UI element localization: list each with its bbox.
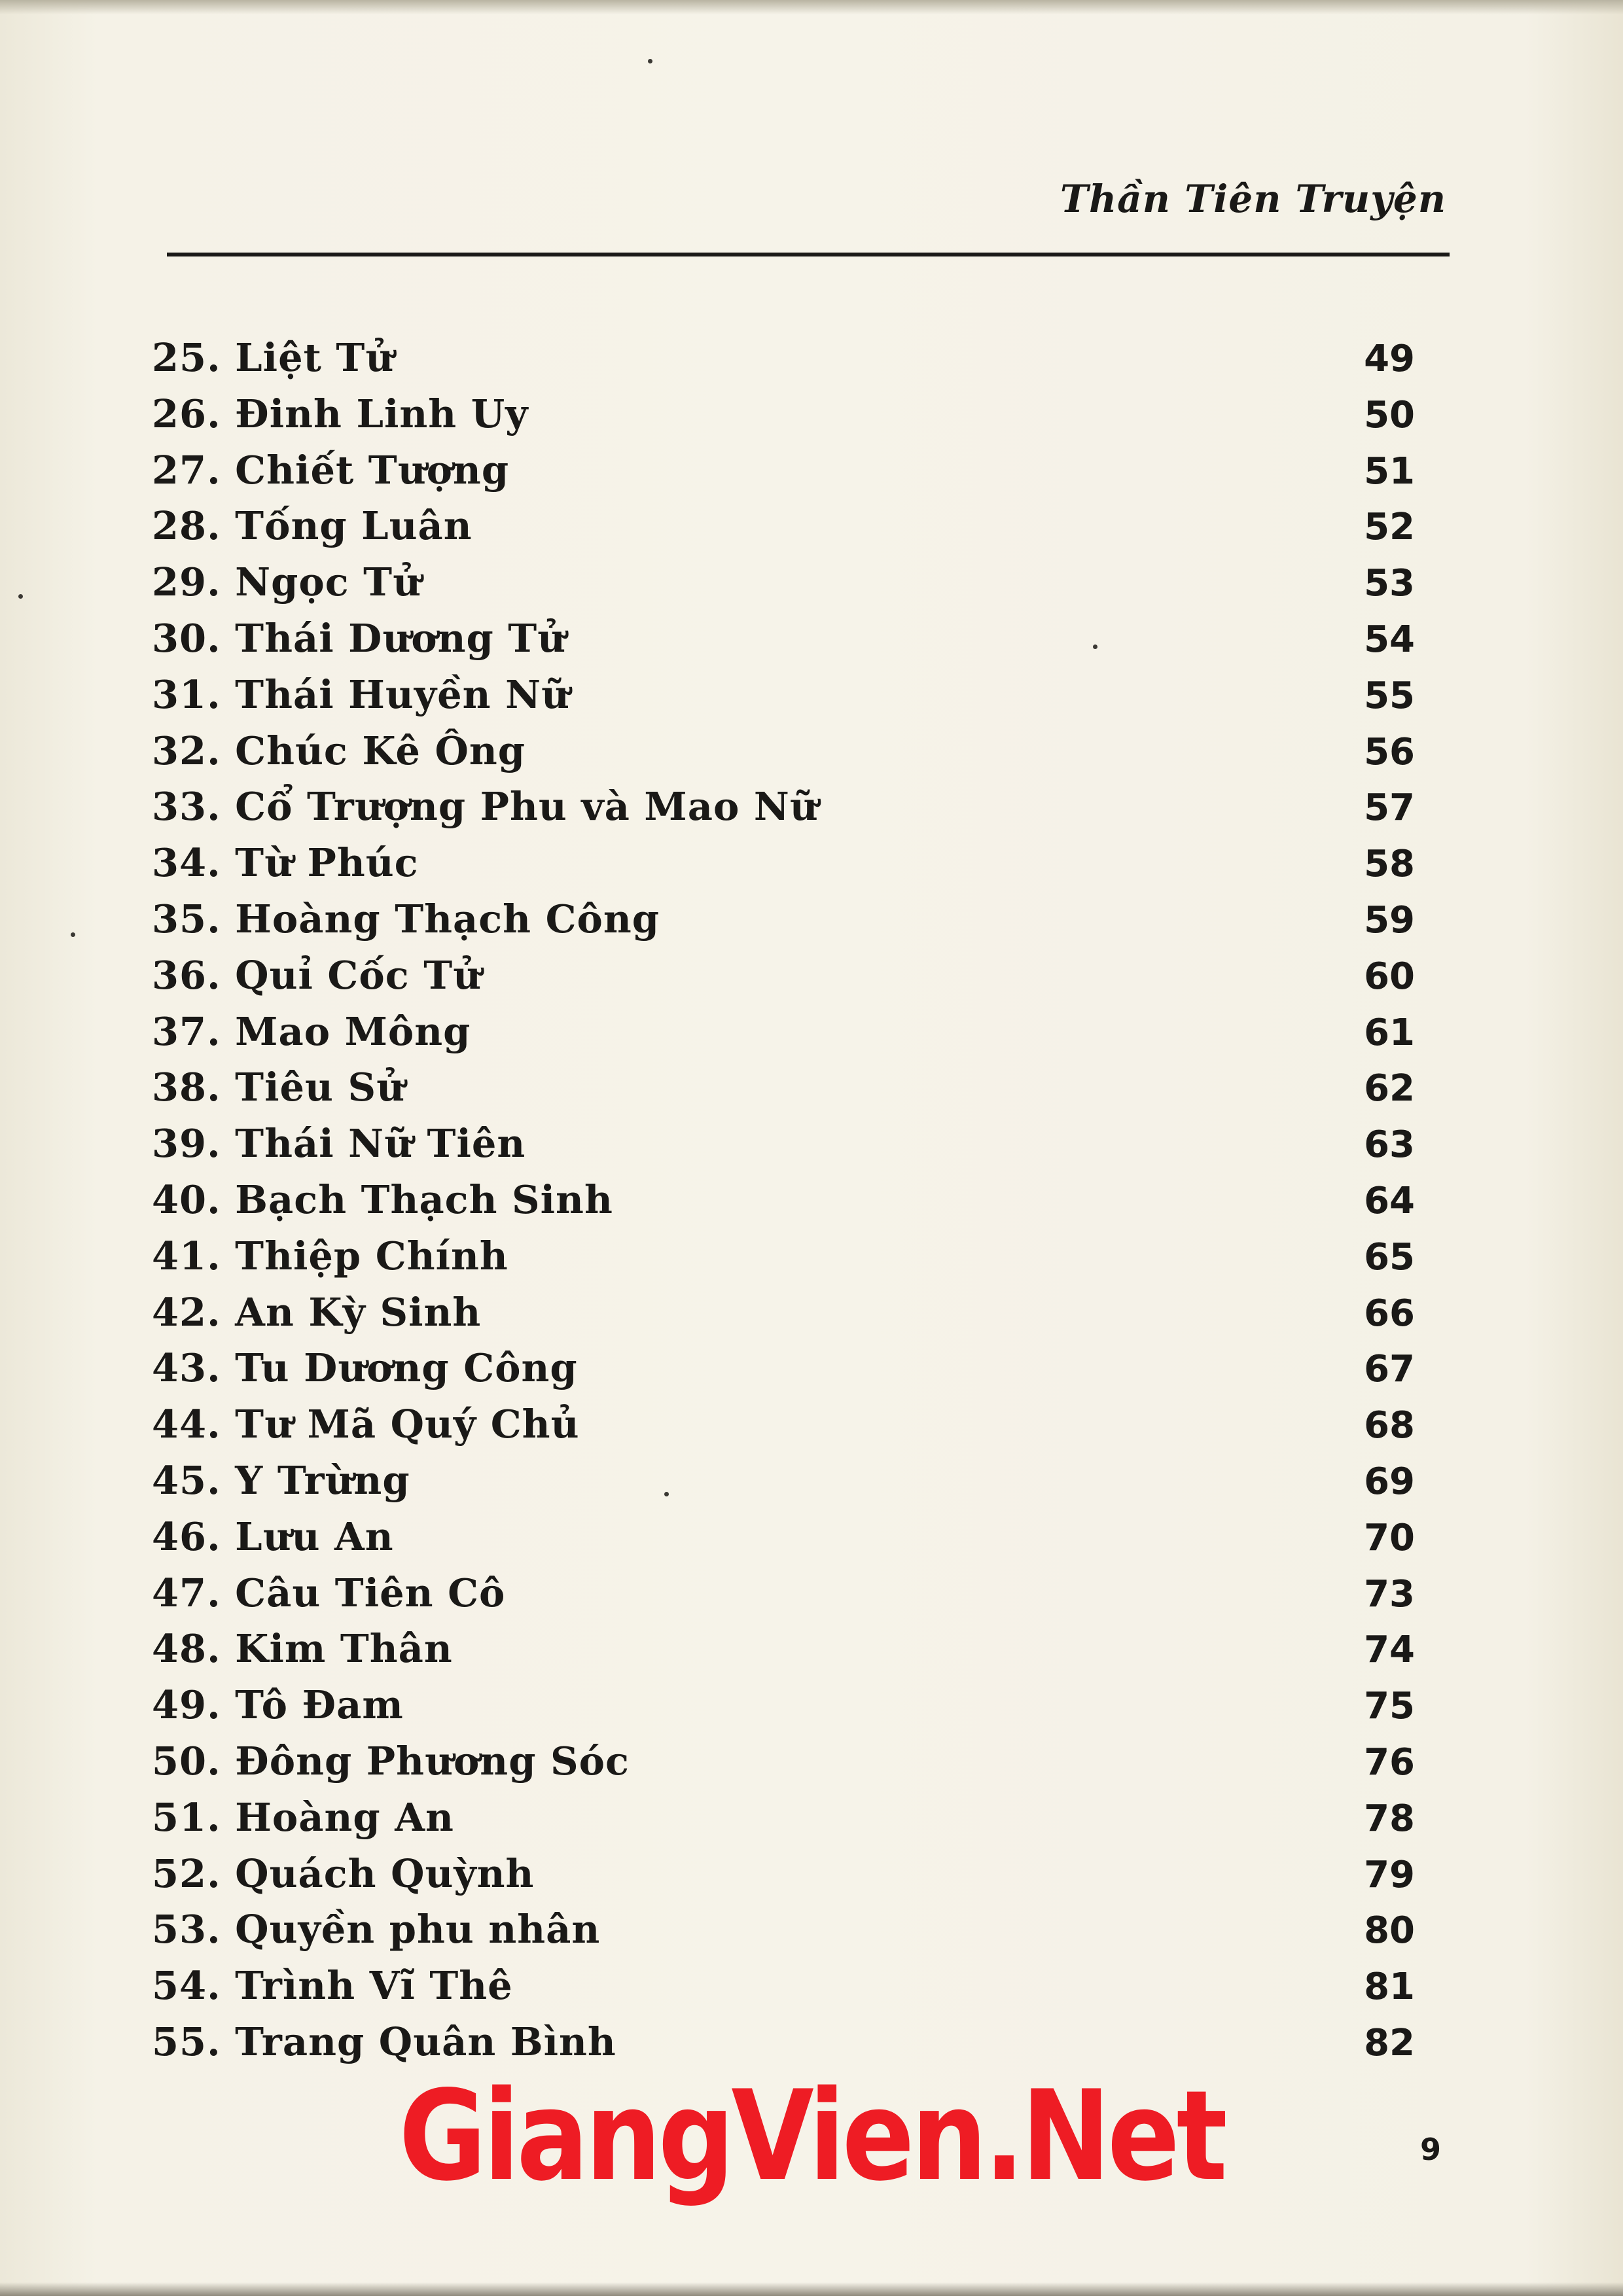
toc-entry — [152, 1396, 1415, 1453]
toc-entry-title: 44. Tư Mã Quý Chủ — [152, 1402, 580, 1447]
toc-entry-page: 59 — [1364, 898, 1415, 942]
ink-speck — [18, 594, 23, 599]
page-bottom-edge — [0, 2282, 1623, 2296]
toc-entry — [152, 1284, 1415, 1341]
toc-entry-title: 41. Thiệp Chính — [152, 1233, 508, 1279]
toc-entry — [152, 1116, 1415, 1172]
toc-entry — [152, 1677, 1415, 1733]
toc-entry-page: 80 — [1364, 1909, 1415, 1952]
toc-entry-title: 35. Hoàng Thạch Công — [152, 896, 660, 942]
toc-entry-page: 63 — [1364, 1123, 1415, 1167]
toc-entry — [152, 1340, 1415, 1396]
toc-entry — [152, 1565, 1415, 1621]
toc-entry-page: 62 — [1364, 1067, 1415, 1110]
toc-entry — [152, 1453, 1415, 1509]
toc-entry-title: 29. Ngọc Tử — [152, 559, 421, 605]
toc-entry-title: 37. Mao Mông — [152, 1008, 471, 1054]
header-rule-divider — [167, 253, 1450, 256]
toc-entry — [152, 779, 1415, 835]
toc-entry-title: 31. Thái Huyền Nữ — [152, 671, 570, 717]
toc-entry — [152, 1846, 1415, 1902]
toc-entry-title: 51. Hoàng An — [152, 1794, 454, 1840]
toc-entry — [152, 1228, 1415, 1284]
toc-entry-title: 25. Liệt Tử — [152, 335, 395, 380]
toc-entry-title: 55. Trang Quân Bình — [152, 2019, 616, 2064]
toc-entry — [152, 1958, 1415, 2014]
toc-entry-title: 27. Chiết Tượng — [152, 447, 510, 493]
toc-entry-page: 64 — [1364, 1179, 1415, 1222]
toc-entry — [152, 554, 1415, 610]
toc-entry-page: 56 — [1364, 730, 1415, 773]
toc-entry-page: 58 — [1364, 843, 1415, 886]
toc-entry — [152, 1509, 1415, 1565]
toc-entry-page: 68 — [1364, 1404, 1415, 1447]
toc-entry-page: 76 — [1364, 1740, 1415, 1784]
toc-entry-page: 67 — [1364, 1348, 1415, 1391]
toc-entry-page: 60 — [1364, 955, 1415, 998]
toc-entry-title: 40. Bạch Thạch Sinh — [152, 1176, 613, 1222]
ink-speck — [71, 932, 75, 937]
toc-entry — [152, 1004, 1415, 1060]
toc-entry — [152, 610, 1415, 667]
toc-entry — [152, 330, 1415, 386]
table-of-contents — [152, 330, 1415, 2070]
toc-entry-page: 55 — [1364, 674, 1415, 717]
toc-entry-title: 53. Quyền phu nhân — [152, 1907, 601, 1952]
toc-entry-page: 61 — [1364, 1011, 1415, 1054]
toc-entry-page: 78 — [1364, 1797, 1415, 1840]
watermark-logo: GiangVien.Net — [399, 2064, 1224, 2208]
toc-entry-title: 39. Thái Nữ Tiên — [152, 1121, 526, 1167]
toc-entry-title: 42. An Kỳ Sinh — [152, 1289, 482, 1335]
toc-entry-page: 81 — [1364, 1966, 1415, 2009]
toc-entry-title: 28. Tống Luân — [152, 503, 473, 549]
toc-entry-page: 79 — [1364, 1853, 1415, 1896]
toc-entry-title: 26. Đinh Linh Uy — [152, 391, 529, 436]
toc-entry-page: 73 — [1364, 1572, 1415, 1616]
toc-entry-title: 47. Câu Tiên Cô — [152, 1570, 506, 1616]
toc-entry-title: 38. Tiêu Sử — [152, 1065, 405, 1110]
toc-entry — [152, 835, 1415, 891]
ink-speck — [648, 59, 652, 63]
toc-entry — [152, 1172, 1415, 1228]
running-header-title: Thần Tiên Truyện — [1060, 177, 1446, 221]
toc-entry — [152, 2014, 1415, 2070]
toc-entry-page: 54 — [1364, 618, 1415, 661]
toc-entry — [152, 442, 1415, 499]
toc-entry — [152, 1621, 1415, 1677]
ink-speck — [1093, 645, 1097, 649]
toc-entry-title: 32. Chúc Kê Ông — [152, 728, 526, 773]
toc-entry-title: 34. Từ Phúc — [152, 840, 419, 886]
ink-speck — [664, 1492, 669, 1496]
toc-entry — [152, 947, 1415, 1004]
toc-entry — [152, 1733, 1415, 1790]
toc-entry-page: 57 — [1364, 786, 1415, 830]
toc-entry-page: 53 — [1364, 562, 1415, 605]
toc-entry-title: 52. Quách Quỳnh — [152, 1850, 535, 1896]
toc-entry-page: 69 — [1364, 1460, 1415, 1503]
page-number: 9 — [1420, 2132, 1442, 2167]
toc-entry-page: 51 — [1364, 450, 1415, 493]
toc-entry-page: 66 — [1364, 1292, 1415, 1335]
toc-entry-page: 65 — [1364, 1235, 1415, 1279]
toc-entry-title: 46. Lưu An — [152, 1513, 394, 1559]
toc-entry-title: 54. Trình Vĩ Thê — [152, 1963, 513, 2009]
toc-entry — [152, 667, 1415, 723]
toc-entry-page: 52 — [1364, 506, 1415, 549]
toc-entry-page: 49 — [1364, 338, 1415, 380]
toc-entry — [152, 498, 1415, 554]
toc-entry — [152, 1059, 1415, 1116]
toc-entry — [152, 386, 1415, 442]
toc-entry-page: 75 — [1364, 1685, 1415, 1728]
toc-entry-page: 82 — [1364, 2021, 1415, 2064]
toc-entry — [152, 891, 1415, 947]
page-top-shadow — [0, 0, 1623, 14]
toc-entry-title: 33. Cổ Trượng Phu và Mao Nữ — [152, 784, 819, 830]
toc-entry-title: 48. Kim Thân — [152, 1626, 453, 1672]
toc-entry — [152, 723, 1415, 779]
toc-entry-page: 74 — [1364, 1629, 1415, 1672]
toc-entry-title: 49. Tô Đam — [152, 1682, 404, 1728]
toc-entry-title: 45. Y Trừng — [152, 1457, 410, 1503]
toc-entry-title: 30. Thái Dương Tử — [152, 615, 567, 661]
toc-entry-title: 43. Tu Dương Công — [152, 1345, 578, 1391]
toc-entry — [152, 1901, 1415, 1958]
toc-entry-title: 50. Đông Phương Sóc — [152, 1738, 630, 1784]
toc-entry-title: 36. Quỉ Cốc Tử — [152, 952, 482, 998]
toc-entry-page: 70 — [1364, 1516, 1415, 1559]
toc-entry-page: 50 — [1364, 393, 1415, 436]
toc-entry — [152, 1790, 1415, 1846]
